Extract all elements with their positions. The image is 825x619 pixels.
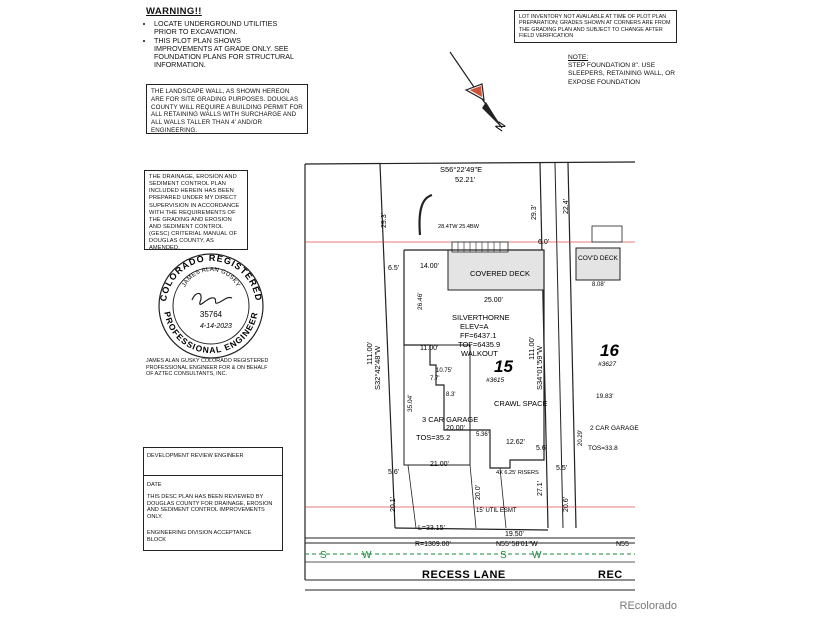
warning-title: WARNING!!	[146, 6, 202, 17]
right-distance: 111.00'	[527, 336, 536, 360]
dim-10-75: 10.75'	[436, 368, 453, 374]
review-date-label: DATE	[147, 482, 162, 488]
deck-depth: 14.00'	[420, 263, 439, 270]
front-setback-3: 27.1'	[537, 481, 544, 496]
drainage-note	[144, 170, 248, 250]
dim-5-36: 5.36'	[476, 432, 489, 438]
curve-length: L=33.15'	[418, 525, 445, 532]
foundation-note	[568, 54, 680, 87]
north-arrow-icon	[440, 50, 520, 140]
bottom-distance: 19.50'	[505, 531, 524, 538]
next-front: 20.6'	[563, 497, 570, 512]
top-distance: 52.21'	[455, 175, 476, 184]
side-6-0: 6.0'	[538, 239, 550, 246]
adjacent-deck-stairs-icon	[592, 226, 622, 242]
seal-top-text: COLORADO REGISTERED	[158, 252, 264, 303]
next-deck-label: COV'D DECK	[578, 255, 618, 262]
next-dim: 8.08'	[592, 282, 605, 288]
walkout-label: WALKOUT	[461, 349, 498, 358]
seal-bottom-text: PROFESSIONAL ENGINEER	[162, 310, 260, 356]
sewer-label: S	[500, 550, 507, 561]
svg-text:JAMES ALAN GUSKY	[181, 267, 240, 288]
model-name: SILVERTHORNE	[452, 313, 510, 322]
next-garage-tos: TOS=33.8	[588, 445, 618, 452]
left-distance: 111.00'	[365, 341, 374, 365]
side-5-6-right: 5.6'	[536, 445, 548, 452]
next-lot-number: 16	[600, 341, 619, 360]
divider	[143, 475, 283, 476]
adjacent-deck-area	[576, 248, 620, 280]
bottom-bearing: N55°58'01"W	[496, 541, 538, 548]
sewer-label: S	[320, 550, 327, 561]
garage-label: 3 CAR GARAGE	[422, 415, 479, 424]
width-12-62: 12.62'	[506, 439, 525, 446]
next-width: 19.83'	[596, 393, 614, 400]
deck-width: 25.00'	[484, 297, 503, 304]
garage-depth: 35.04'	[407, 394, 414, 412]
garage-tos: TOS=35.2	[416, 433, 451, 442]
drainage-note-text: THE DRAINAGE, EROSION AND SEDIMENT CONTROL PLAN INCLUDED HEREIN HAS BEEN PREPARED UNDER MY DIRECT SUPERVISION IN ACCORDANCE WITH THE REQUIREMENTS OF THE GRADING AND EROSION AND SEDIMENT CONTROL (GESC) CRITERIAL MANUAL OF DOUGLAS COUNTY, AS AMENDED.	[149, 174, 240, 252]
model-elevation: ELEV=A	[460, 322, 489, 331]
width-20: 20.00'	[446, 425, 465, 432]
north-label: N	[492, 118, 509, 135]
dim-7-7: 7.7'	[430, 376, 440, 382]
crawl-space-label: CRAWL SPACE	[494, 399, 548, 408]
landscape-wall-note	[146, 84, 308, 134]
lot-inventory-note-text: LOT INVENTORY NOT AVAILABLE AT TIME OF PLOT PLAN PREPARATION; GRADES SHOWN AT CORNERS ARE FROM THE GRADING PLAN AND SUBJECT TO CHANGE AFTER FIELD VERIFICATION	[519, 14, 671, 40]
next-side: 5.5'	[556, 465, 568, 472]
warning-item: • LOCATE UNDERGROUND UTILITIES PRIOR TO EXCAVATION.	[154, 20, 296, 37]
finished-floor: FF=6437.1	[460, 331, 497, 340]
utility-easement: 15' UTIL ESMT	[476, 508, 517, 514]
retaining-wall-icon	[420, 195, 433, 235]
seal-date: 4-14-2023	[200, 323, 232, 330]
foundation-note-title: NOTE:	[568, 54, 589, 61]
divider	[143, 447, 283, 448]
landscape-wall-note-text: THE LANDSCAPE WALL, AS SHOWN HEREON ARE FOR SITE GRADING PURPOSES. DOUGLAS COUNTY WILL REQUIRE A BUILDING PERMIT FOR ALL RETAINING WALLS WITH SURCHARGE AND ALL WALLS TALLER THAN 4' AND/OR ENGINEERING.	[151, 88, 303, 134]
seal-number: 35764	[199, 310, 223, 319]
curve-radius: R=1309.00'	[415, 541, 451, 548]
garage-width: 21.00'	[430, 461, 449, 468]
width-11: 11.00'	[420, 345, 439, 352]
divider	[143, 447, 144, 551]
next-rear: 22.4'	[563, 199, 570, 214]
water-label: W	[532, 550, 542, 561]
watermark: REcolorado	[619, 600, 677, 612]
warning-item: • THIS PLOT PLAN SHOWS IMPROVEMENTS AT GRADE ONLY. SEE FOUNDATION PLANS FOR STRUCTURAL INFORMATION.	[154, 37, 296, 70]
risers-label: 4X 6.25' RISERS	[496, 470, 539, 476]
front-setback-1: 20.1'	[390, 497, 397, 512]
rear-depth: 26.46'	[417, 292, 424, 310]
top-of-foundation: TOF=6435.9	[458, 340, 501, 349]
divider	[282, 447, 283, 551]
street-name-next: REC	[598, 569, 623, 581]
right-bearing: S34°01'59"W	[535, 345, 544, 390]
next-bottom-bearing: N55	[616, 541, 629, 548]
foundation-note-text: STEP FOUNDATION 8". USE SLEEPERS, RETAINING WALL, OR EXPOSE FOUNDATION	[568, 62, 675, 86]
review-engineer-label: DEVELOPMENT REVIEW ENGINEER	[147, 453, 244, 459]
wall-height: 28.4TW 25.4BW	[438, 224, 480, 230]
side-6-5: 6.5'	[388, 265, 400, 272]
side-5-6-left: 5.6'	[388, 469, 400, 476]
front-setback-2: 20.0'	[475, 485, 482, 500]
top-bearing: S56°22'49"E	[440, 165, 483, 174]
covered-deck-label: COVERED DECK	[470, 269, 531, 278]
review-text: THIS DESC PLAN HAS BEEN REVIEWED BY DOUGLAS COUNTY FOR DRAINAGE, EROSION AND SEDIMENT CONTROL IMPROVEMENTS ONLY.	[147, 494, 273, 521]
engineer-info: JAMES ALAN GUSKY COLORADO REGISTERED PROFESSIONAL ENGINEER FOR & ON BEHALF OF AZTEC CONSULTANTS, INC.	[146, 358, 269, 378]
svg-text:COLORADO REGISTERED	[158, 253, 264, 302]
street-name: RECESS LANE	[422, 569, 506, 581]
review-block	[143, 447, 283, 551]
plot-plan-drawing	[300, 150, 640, 610]
next-depth: 20.29'	[578, 429, 584, 446]
divider	[143, 550, 283, 551]
left-bearing: S32°42'48"W	[373, 345, 382, 390]
water-label: W	[362, 550, 372, 561]
seal-name-text: JAMES ALAN GUSKY	[181, 266, 241, 289]
warning-notes	[146, 6, 296, 70]
lot-inventory-note	[514, 10, 677, 43]
next-lot-address: #3627	[598, 361, 617, 368]
rear-setback-2: 29.3'	[531, 205, 538, 220]
lot-address: #3615	[486, 377, 505, 384]
dim-8-3: 8.3'	[446, 392, 456, 398]
warning-list	[146, 20, 296, 70]
signature-icon	[192, 293, 232, 304]
engineer-seal-icon	[152, 252, 270, 360]
lot-number: 15	[494, 357, 513, 376]
rear-setback-1: 29.3'	[381, 213, 388, 228]
review-acceptance-label: ENGINEERING DIVISION ACCEPTANCE BLOCK	[147, 530, 252, 543]
next-garage-label: 2 CAR GARAGE	[590, 425, 639, 432]
